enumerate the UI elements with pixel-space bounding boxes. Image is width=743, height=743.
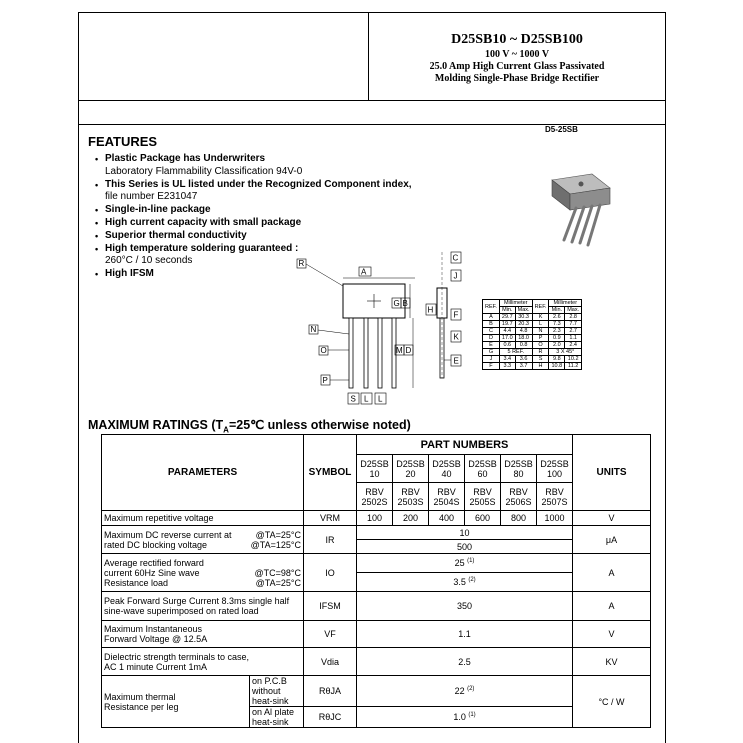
dim-cell: 2.6 (549, 314, 565, 321)
alt-line-1: RBV (545, 486, 564, 497)
drawing-label-a: A (361, 267, 367, 277)
feature-item: file number E231047 (105, 191, 198, 203)
alt-line-1: RBV (365, 486, 384, 497)
value-cell (357, 573, 573, 592)
header-logo-area (79, 13, 369, 100)
dim-cell: E (483, 342, 500, 349)
parameters-header: PARAMETERS (102, 435, 304, 511)
ratings-title (88, 417, 411, 435)
dim-cell: O (532, 342, 549, 349)
alt-part-cell (393, 483, 429, 511)
dim-cell: 10.2 (565, 356, 582, 363)
drawing-label-f: F (453, 310, 459, 320)
row-ifsm (102, 592, 651, 621)
dim-cell: 17.0 (499, 335, 515, 342)
package-photo (548, 150, 618, 250)
value-cell (357, 554, 573, 573)
param-line: Maximum thermal (104, 691, 176, 702)
condition: @TC=98°C (254, 567, 301, 578)
part-line-1: D25SB (540, 458, 569, 469)
dim-cell: L (532, 321, 549, 328)
dim-cell: G (483, 349, 500, 356)
part-line-1: D25SB (468, 458, 497, 469)
symbol-cell: Vdia (304, 648, 357, 676)
dim-header: Millimeter (499, 300, 532, 307)
value: 25 (454, 558, 465, 568)
voltage-range: 100 V ~ 1000 V (484, 49, 550, 60)
dim-cell: N (532, 328, 549, 335)
dim-row (483, 321, 582, 328)
footnote: (1) (467, 558, 475, 564)
feature-item: 260°C / 10 seconds (105, 255, 193, 267)
value: 3.5 (453, 577, 466, 587)
unit-cell: A (573, 554, 651, 592)
condition-cell: on Al plate heat-sink (250, 707, 304, 728)
alt-line-2: 2507S (541, 496, 568, 507)
unit-cell: A (573, 592, 651, 621)
package-name: D5-25SB (545, 125, 578, 134)
alt-line-1: RBV (437, 486, 456, 497)
drawing-label-d: D (405, 346, 412, 355)
dim-row (483, 314, 582, 321)
alt-line-2: 2502S (361, 496, 388, 507)
description-line-1: 25.0 Amp High Current Glass Passivated (429, 61, 605, 72)
feature-item: Laboratory Flammability Classification 94V-0 (105, 165, 303, 177)
part-line-1: D25SB (396, 458, 425, 469)
param-cell (102, 526, 304, 554)
dim-cell: 2.7 (565, 328, 582, 335)
dim-cell: 1.1 (565, 335, 582, 342)
param-line: Maximum Instantaneous (104, 624, 203, 634)
row-vrrm (102, 511, 651, 526)
dim-subheader: Min. (499, 307, 515, 314)
dim-cell: J (483, 356, 500, 363)
dim-cell: P (532, 335, 549, 342)
footnote: (2) (467, 686, 475, 692)
drawing-label-n: N (310, 325, 317, 334)
feature-item: • Plastic Package has Underwriters (93, 153, 423, 166)
drawing-label-p: P (322, 376, 328, 385)
drawing-label-j: J (453, 271, 458, 281)
dim-cell: 3.4 (499, 356, 515, 363)
ratings-title-sub: A (223, 425, 229, 435)
symbol-cell: IR (304, 526, 357, 554)
ratings-title-post: =25℃ unless otherwise noted) (228, 418, 411, 432)
value-cell: 10 (357, 526, 573, 540)
symbol-cell: RθJA (304, 676, 357, 707)
drawing-label-k: K (453, 332, 459, 342)
feature-item: • High IFSM (93, 268, 423, 281)
description-line-2: Molding Single-Phase Bridge Rectifier (434, 73, 600, 84)
dim-cell: 30.3 (515, 314, 532, 321)
param-cell (102, 621, 304, 648)
drawing-label-o: O (320, 346, 327, 355)
units-header: UNITS (573, 435, 651, 511)
unit-cell: μA (573, 526, 651, 554)
part-number-cell (429, 455, 465, 483)
alt-part-cell (465, 483, 501, 511)
symbol-cell: VF (304, 621, 357, 648)
value-cell: 1.1 (357, 621, 573, 648)
drawing-label-c: C (452, 253, 459, 263)
dim-row (483, 363, 582, 370)
dim-cell: B (483, 321, 500, 328)
dim-cell: 7.3 (549, 321, 565, 328)
alt-part-cell (429, 483, 465, 511)
feature-item: • Single-in-line package (93, 204, 423, 217)
row-ir (102, 526, 651, 540)
drawing-label-h: H (427, 305, 434, 315)
dim-cell: 2.3 (549, 328, 565, 335)
part-number-cell (501, 455, 537, 483)
value-cell: 2.5 (357, 648, 573, 676)
alt-part-cell (501, 483, 537, 511)
param-cell (102, 554, 304, 592)
dim-cell: 3.7 (515, 363, 532, 370)
param-line: Dielectric strength terminals to case, (104, 651, 250, 662)
drawing-label-s: S (350, 394, 356, 404)
row-io (102, 554, 651, 573)
drawing-label-r: R (298, 259, 305, 268)
alt-line-1: RBV (401, 486, 420, 497)
ratings-title-pre: MAXIMUM RATINGS (T (88, 418, 224, 432)
dim-cell: 7.7 (565, 321, 582, 328)
alt-line-2: 2504S (433, 496, 460, 507)
dim-row (483, 335, 582, 342)
dim-header: REF. (483, 300, 500, 314)
part-line-2: 60 (477, 468, 488, 479)
param-line: Maximum DC reverse current at (104, 529, 232, 540)
part-line-1: D25SB (504, 458, 533, 469)
dim-cell: 9.8 (549, 356, 565, 363)
part-number-cell (357, 455, 393, 483)
unit-cell: V (573, 511, 651, 526)
feature-item: • Superior thermal conductivity (93, 230, 423, 243)
dimension-table (482, 299, 582, 370)
feature-item: • High current capacity with small package (93, 217, 423, 230)
param-cell (102, 648, 304, 676)
symbol-header: SYMBOL (304, 435, 357, 511)
param-cell (102, 592, 304, 621)
dimension-drawing (295, 248, 470, 408)
feature-item: • High temperature soldering guaranteed : (93, 243, 423, 256)
part-line-2: 10 (369, 468, 380, 479)
dim-row (483, 349, 582, 356)
dim-row (483, 356, 582, 363)
dim-subheader: Max. (565, 307, 582, 314)
part-number-cell (465, 455, 501, 483)
feature-item: • This Series is UL listed under the Recognized Component index, (93, 179, 423, 192)
part-line-2: 40 (441, 468, 452, 479)
drawing-label-l1: L (364, 394, 369, 404)
header-box (78, 12, 666, 101)
alt-line-1: RBV (473, 486, 492, 497)
param-line: Peak Forward Surge Current 8.3ms single half (104, 596, 290, 606)
features-title: FEATURES (88, 134, 158, 149)
value: 22 (454, 686, 465, 696)
unit-cell: KV (573, 648, 651, 676)
part-line-1: D25SB (432, 458, 461, 469)
param-line: AC 1 minute Current 1mA (104, 661, 208, 672)
drawing-label-e: E (453, 356, 459, 366)
value-cell: 1000 (537, 511, 573, 526)
dim-cell: 4.4 (499, 328, 515, 335)
value-cell: 400 (429, 511, 465, 526)
part-line-2: 80 (513, 468, 524, 479)
value-cell: 350 (357, 592, 573, 621)
dim-cell: C (483, 328, 500, 335)
dim-cell: R (532, 349, 549, 356)
dim-cell: 19.7 (499, 321, 515, 328)
dim-cell: 2.8 (565, 314, 582, 321)
value-cell: 100 (357, 511, 393, 526)
condition: @TA=25°C (255, 529, 301, 540)
param-cell (102, 676, 250, 728)
alt-line-2: 2506S (505, 496, 532, 507)
dim-row (483, 342, 582, 349)
value-cell: 200 (393, 511, 429, 526)
part-number-cell (393, 455, 429, 483)
dim-cell: 10.8 (549, 363, 565, 370)
ratings-table (101, 434, 651, 728)
footnote: (1) (468, 712, 476, 718)
condition: @TA=25°C (255, 577, 301, 588)
drawing-label-l2: L (378, 394, 383, 404)
drawing-label-g: G (393, 299, 400, 308)
footnote: (2) (468, 577, 476, 583)
unit-cell: °C / W (573, 676, 651, 728)
param-line: current 60Hz Sine wave (104, 567, 200, 578)
header-title-block (369, 13, 665, 100)
row-vdia (102, 648, 651, 676)
part-line-2: 100 (546, 468, 563, 479)
alt-part-cell (357, 483, 393, 511)
alt-line-1: RBV (509, 486, 528, 497)
value-cell: 800 (501, 511, 537, 526)
param-line: Resistance per leg (104, 701, 179, 712)
dim-row (483, 328, 582, 335)
value-cell (357, 676, 573, 707)
dim-cell: K (532, 314, 549, 321)
symbol-cell: IFSM (304, 592, 357, 621)
value-cell (357, 707, 573, 728)
condition: @TA=125°C (250, 539, 301, 550)
dim-cell: 0.9 (549, 335, 565, 342)
row-rth (102, 676, 651, 707)
symbol-cell: IO (304, 554, 357, 592)
dim-cell: 5 REF. (499, 349, 532, 356)
dim-header: Millimeter (549, 300, 582, 307)
row-vf (102, 621, 651, 648)
dim-cell: H (532, 363, 549, 370)
dim-cell: 2.0 (549, 342, 565, 349)
dim-cell: 3.6 (515, 356, 532, 363)
dim-cell: F (483, 363, 500, 370)
dim-header: REF. (532, 300, 549, 314)
param-line: Forward Voltage @ 12.5A (104, 634, 208, 644)
dim-cell: 2.4 (565, 342, 582, 349)
alt-part-cell (537, 483, 573, 511)
part-line-2: 20 (405, 468, 416, 479)
value: 1.0 (453, 712, 466, 722)
dim-cell: A (483, 314, 500, 321)
dim-subheader: Max. (515, 307, 532, 314)
dim-cell: 0.6 (499, 342, 515, 349)
dim-cell: S (532, 356, 549, 363)
part-range-title: D25SB10 ~ D25SB100 (451, 32, 583, 47)
symbol-cell: RθJC (304, 707, 357, 728)
dim-subheader: Min. (549, 307, 565, 314)
part-numbers-header: PART NUMBERS (357, 435, 573, 455)
value-cell: 500 (357, 540, 573, 554)
drawing-label-b: B (402, 299, 408, 308)
param-cell: Maximum repetitive voltage (102, 511, 304, 526)
unit-cell: V (573, 621, 651, 648)
param-line: Resistance load (104, 577, 169, 588)
dim-cell: 3 X 45° (549, 349, 582, 356)
dim-cell: 4.8 (515, 328, 532, 335)
dim-cell: 0.8 (515, 342, 532, 349)
drawing-label-m: M (396, 346, 403, 355)
dim-cell: 11.2 (565, 363, 582, 370)
part-line-1: D25SB (360, 458, 389, 469)
dim-cell: 3.3 (499, 363, 515, 370)
param-line: sine-wave superimposed on rated load (104, 606, 259, 616)
param-line: Average rectified forward (104, 557, 204, 568)
alt-line-2: 2503S (397, 496, 424, 507)
param-line: rated DC blocking voltage (104, 539, 208, 550)
dim-cell: 18.0 (515, 335, 532, 342)
dim-cell: 20.3 (515, 321, 532, 328)
alt-line-2: 2505S (469, 496, 496, 507)
part-number-cell (537, 455, 573, 483)
value-cell: 600 (465, 511, 501, 526)
dim-cell: 29.7 (499, 314, 515, 321)
symbol-cell: VRM (304, 511, 357, 526)
condition-cell: on P.C.B without heat-sink (250, 676, 304, 707)
dim-cell: D (483, 335, 500, 342)
